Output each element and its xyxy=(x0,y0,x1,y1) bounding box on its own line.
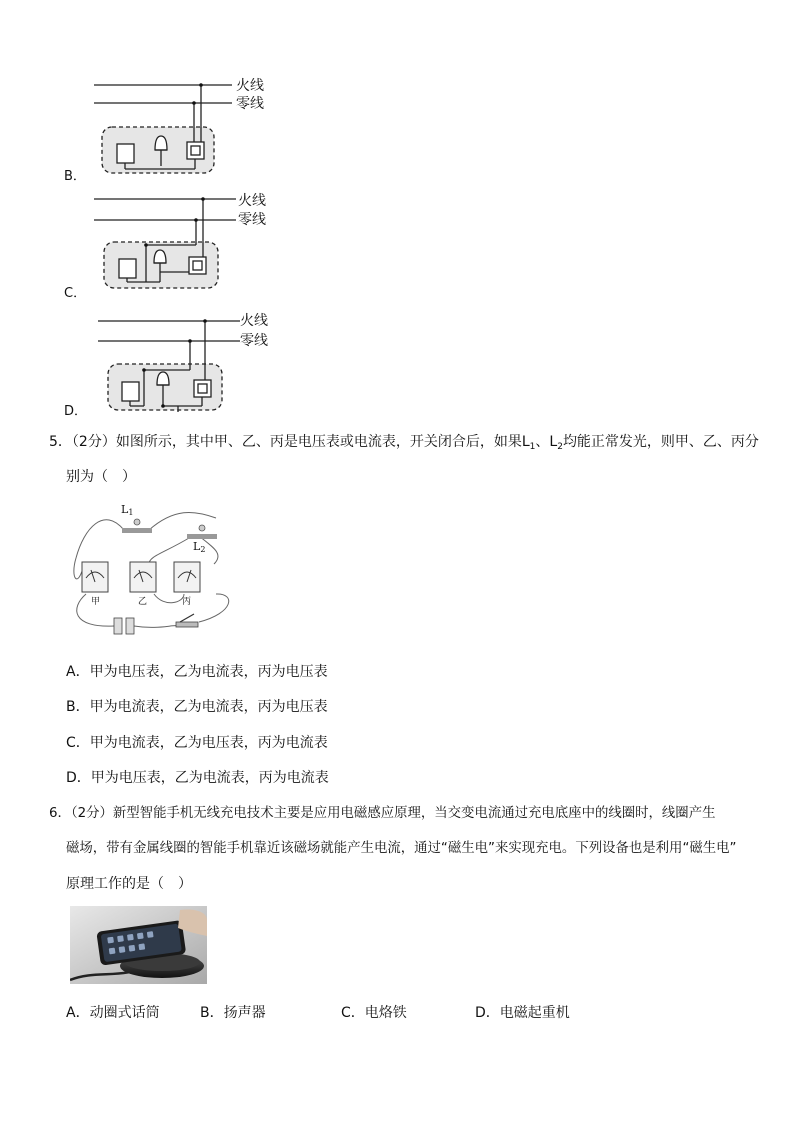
meter-jia xyxy=(82,562,108,592)
switch xyxy=(176,614,198,627)
live-wire-label: 火线 xyxy=(236,78,264,94)
question-score: （2分） xyxy=(71,434,116,450)
question-6-stem-line-3: 原理工作的是（ ） xyxy=(66,876,192,892)
bulb-l2 xyxy=(187,534,217,539)
question-5-circuit-figure xyxy=(64,498,244,646)
neutral-wire-label: 零线 xyxy=(236,96,264,112)
question-5-option-c: C．甲为电流表，乙为电压表，丙为电流表 xyxy=(66,735,328,751)
option-b-label: B． xyxy=(64,169,86,184)
option-d-label: D． xyxy=(64,404,88,419)
question-5-option-b: B．甲为电流表，乙为电流表，丙为电压表 xyxy=(66,699,328,715)
wireless-charger-photo xyxy=(70,906,207,984)
meter-bing xyxy=(174,562,200,592)
question-6-stem-line-1: 6．（2分）新型智能手机无线充电技术主要是应用电磁感应原理，当交变电流通过充电底座中的线圈时，线圈产生 xyxy=(49,806,716,821)
question-text: 如图所示，其中甲、乙、丙是电压表或电流表，开关闭合后，如果L xyxy=(115,434,530,450)
question-text: 、L xyxy=(535,434,558,450)
live-wire-label: 火线 xyxy=(240,313,268,329)
question-6-option-d: D．电磁起重机 xyxy=(475,1005,570,1021)
bulb-l1-label: L1 xyxy=(121,503,134,517)
question-5-option-d: D．甲为电压表，乙为电流表，丙为电流表 xyxy=(66,770,329,786)
bulb-l2-label: L2 xyxy=(193,540,206,554)
neutral-wire-label: 零线 xyxy=(238,212,266,228)
question-6-option-a: A．动圈式话筒 xyxy=(66,1005,160,1021)
subscript: 2 xyxy=(557,442,563,452)
question-5-option-a: A．甲为电压表，乙为电流表，丙为电压表 xyxy=(66,664,328,680)
option-c-label: C． xyxy=(64,286,87,301)
question-6-stem-line-2: 磁场，带有金属线圈的智能手机靠近该磁场就能产生电流，通过“磁生电”来实现充电。下列设备也是利用“磁生电” xyxy=(66,841,737,856)
question-6-option-c: C．电烙铁 xyxy=(341,1005,407,1021)
question-5-stem xyxy=(49,432,759,457)
question-6-option-b: B．扬声器 xyxy=(200,1005,266,1021)
question-5-stem-line-2: 别为（ ） xyxy=(66,469,136,485)
bulb-l1 xyxy=(122,528,152,533)
meter-yi xyxy=(130,562,156,592)
question-text: 均能正常发光，则甲、乙、丙分 xyxy=(562,434,759,450)
meter-yi-label: 乙 xyxy=(138,597,148,607)
meter-jia-label: 甲 xyxy=(91,597,101,607)
battery xyxy=(114,618,134,634)
question-number: 5． xyxy=(49,434,72,450)
live-wire-label: 火线 xyxy=(238,193,266,209)
meter-bing-label: 丙 xyxy=(182,597,192,607)
subscript: 1 xyxy=(529,442,536,452)
neutral-wire-label: 零线 xyxy=(240,333,268,349)
